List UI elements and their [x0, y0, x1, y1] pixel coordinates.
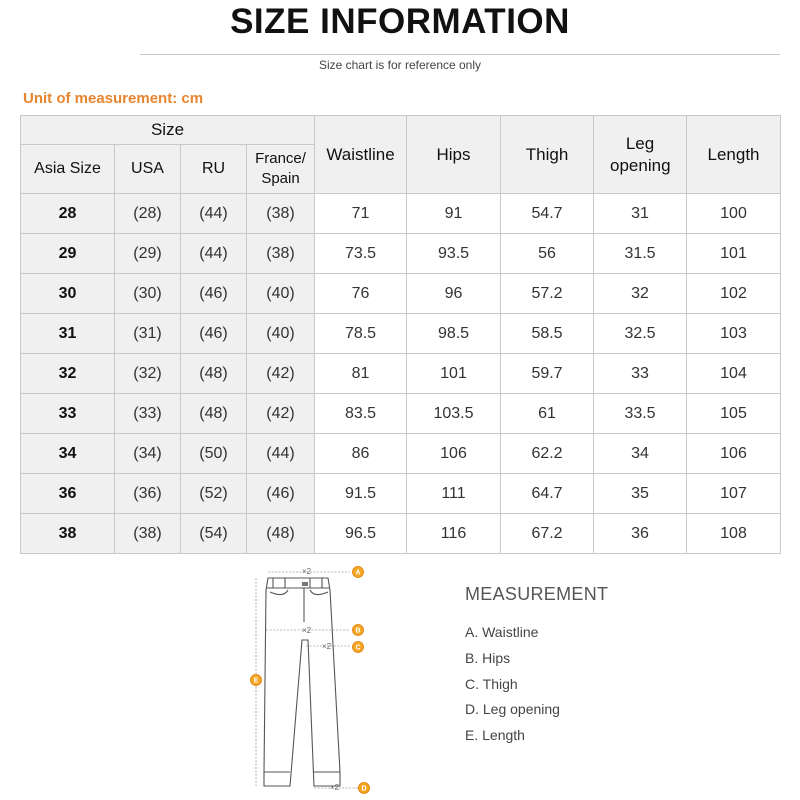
cell-usa: (36)	[115, 474, 181, 514]
cell-leg-opening: 32.5	[594, 314, 687, 354]
cell-leg-opening: 35	[594, 474, 687, 514]
table-row	[21, 354, 781, 394]
cell-france-spain: (46)	[247, 474, 315, 514]
table-row	[21, 234, 781, 274]
cell-usa: (28)	[115, 194, 181, 234]
cell-france-spain: (44)	[247, 434, 315, 474]
cell-asia-size: 33	[21, 394, 115, 434]
cell-hips: 111	[407, 474, 501, 514]
header-leg-opening-label: Leg opening	[610, 133, 671, 175]
cell-asia-size: 34	[21, 434, 115, 474]
cell-length: 102	[687, 274, 781, 314]
cell-ru: (48)	[181, 394, 247, 434]
multiplier-b: ×2	[302, 626, 312, 635]
measurement-item-hips: B. Hips	[465, 650, 511, 666]
marker-c-badge	[353, 642, 364, 653]
marker-d-badge	[359, 783, 370, 794]
marker-a-badge	[353, 567, 364, 578]
cell-thigh: 57.2	[501, 274, 594, 314]
marker-c: C	[355, 644, 361, 652]
cell-hips: 93.5	[407, 234, 501, 274]
cell-hips: 91	[407, 194, 501, 234]
cell-asia-size: 30	[21, 274, 115, 314]
cell-asia-size: 36	[21, 474, 115, 514]
multiplier-d: ×2	[330, 783, 340, 792]
marker-a: A	[355, 569, 361, 577]
subtitle: Size chart is for reference only	[318, 58, 482, 72]
unit-label: Unit of measurement: cm	[23, 90, 204, 107]
multiplier-c: ×2	[322, 642, 332, 651]
cell-length: 108	[687, 514, 781, 554]
cell-leg-opening: 32	[594, 274, 687, 314]
size-group-header: Size	[21, 116, 315, 145]
cell-leg-opening: 31.5	[594, 234, 687, 274]
measurement-item-length: E. Length	[465, 727, 525, 743]
header-length: Length	[687, 116, 781, 194]
cell-thigh: 58.5	[501, 314, 594, 354]
measurement-item-thigh: C. Thigh	[465, 676, 518, 692]
header-france-spain	[247, 145, 315, 194]
cell-length: 104	[687, 354, 781, 394]
cell-ru: (46)	[181, 314, 247, 354]
trousers-diagram	[240, 560, 380, 800]
cell-thigh: 59.7	[501, 354, 594, 394]
cell-hips: 106	[407, 434, 501, 474]
header-usa: USA	[115, 145, 181, 194]
cell-france-spain: (40)	[247, 314, 315, 354]
table-row	[21, 474, 781, 514]
marker-e: E	[253, 677, 259, 685]
cell-length: 103	[687, 314, 781, 354]
cell-asia-size: 31	[21, 314, 115, 354]
cell-waistline: 78.5	[315, 314, 407, 354]
cell-thigh: 67.2	[501, 514, 594, 554]
cell-ru: (50)	[181, 434, 247, 474]
measurement-item-leg-opening: D. Leg opening	[465, 701, 560, 717]
cell-length: 105	[687, 394, 781, 434]
cell-length: 106	[687, 434, 781, 474]
cell-length: 101	[687, 234, 781, 274]
header-asia-size: Asia Size	[21, 145, 115, 194]
cell-france-spain: (42)	[247, 394, 315, 434]
cell-leg-opening: 33.5	[594, 394, 687, 434]
cell-thigh: 61	[501, 394, 594, 434]
cell-leg-opening: 34	[594, 434, 687, 474]
table-row	[21, 274, 781, 314]
cell-waistline: 91.5	[315, 474, 407, 514]
cell-waistline: 71	[315, 194, 407, 234]
cell-ru: (44)	[181, 234, 247, 274]
cell-hips: 116	[407, 514, 501, 554]
cell-leg-opening: 31	[594, 194, 687, 234]
title-divider	[140, 54, 780, 55]
cell-hips: 101	[407, 354, 501, 394]
cell-thigh: 64.7	[501, 474, 594, 514]
cell-leg-opening: 36	[594, 514, 687, 554]
marker-b-badge	[353, 625, 364, 636]
cell-waistline: 76	[315, 274, 407, 314]
header-waistline: Waistline	[315, 116, 407, 194]
cell-waistline: 96.5	[315, 514, 407, 554]
header-ru: RU	[181, 145, 247, 194]
cell-leg-opening: 33	[594, 354, 687, 394]
trousers-outline	[264, 578, 340, 786]
cell-france-spain: (38)	[247, 234, 315, 274]
cell-thigh: 56	[501, 234, 594, 274]
table-row	[21, 314, 781, 354]
cell-usa: (33)	[115, 394, 181, 434]
cell-waistline: 81	[315, 354, 407, 394]
cell-thigh: 62.2	[501, 434, 594, 474]
cell-ru: (44)	[181, 194, 247, 234]
cell-asia-size: 28	[21, 194, 115, 234]
cell-ru: (54)	[181, 514, 247, 554]
cell-length: 100	[687, 194, 781, 234]
table-row	[21, 434, 781, 474]
cell-asia-size: 32	[21, 354, 115, 394]
size-table-body	[21, 194, 781, 554]
cell-waistline: 86	[315, 434, 407, 474]
header-thigh: Thigh	[501, 116, 594, 194]
header-hips: Hips	[407, 116, 501, 194]
cell-france-spain: (42)	[247, 354, 315, 394]
cell-usa: (31)	[115, 314, 181, 354]
cell-usa: (32)	[115, 354, 181, 394]
cell-france-spain: (40)	[247, 274, 315, 314]
cell-hips: 98.5	[407, 314, 501, 354]
cell-length: 107	[687, 474, 781, 514]
marker-b: B	[355, 627, 361, 635]
table-row	[21, 514, 781, 554]
cell-usa: (29)	[115, 234, 181, 274]
cell-asia-size: 29	[21, 234, 115, 274]
cell-ru: (46)	[181, 274, 247, 314]
page-title: SIZE INFORMATION	[230, 2, 570, 41]
measurement-title: MEASUREMENT	[465, 584, 609, 604]
cell-usa: (30)	[115, 274, 181, 314]
cell-france-spain: (48)	[247, 514, 315, 554]
cell-waistline: 83.5	[315, 394, 407, 434]
button-detail	[302, 582, 308, 586]
measure-lines	[253, 569, 361, 788]
marker-e-badge	[251, 675, 262, 686]
measurement-item-waistline: A. Waistline	[465, 624, 539, 640]
table-row	[21, 194, 781, 234]
cell-usa: (34)	[115, 434, 181, 474]
table-row	[21, 394, 781, 434]
marker-d: D	[361, 785, 367, 793]
cell-waistline: 73.5	[315, 234, 407, 274]
cell-hips: 96	[407, 274, 501, 314]
cell-ru: (52)	[181, 474, 247, 514]
cell-thigh: 54.7	[501, 194, 594, 234]
header-leg-opening	[594, 116, 687, 194]
cell-hips: 103.5	[407, 394, 501, 434]
cell-ru: (48)	[181, 354, 247, 394]
header-france-spain-label: France/ Spain	[255, 150, 306, 187]
multiplier-a: ×2	[302, 567, 312, 576]
cell-france-spain: (38)	[247, 194, 315, 234]
size-table	[20, 115, 781, 554]
cell-asia-size: 38	[21, 514, 115, 554]
cell-usa: (38)	[115, 514, 181, 554]
